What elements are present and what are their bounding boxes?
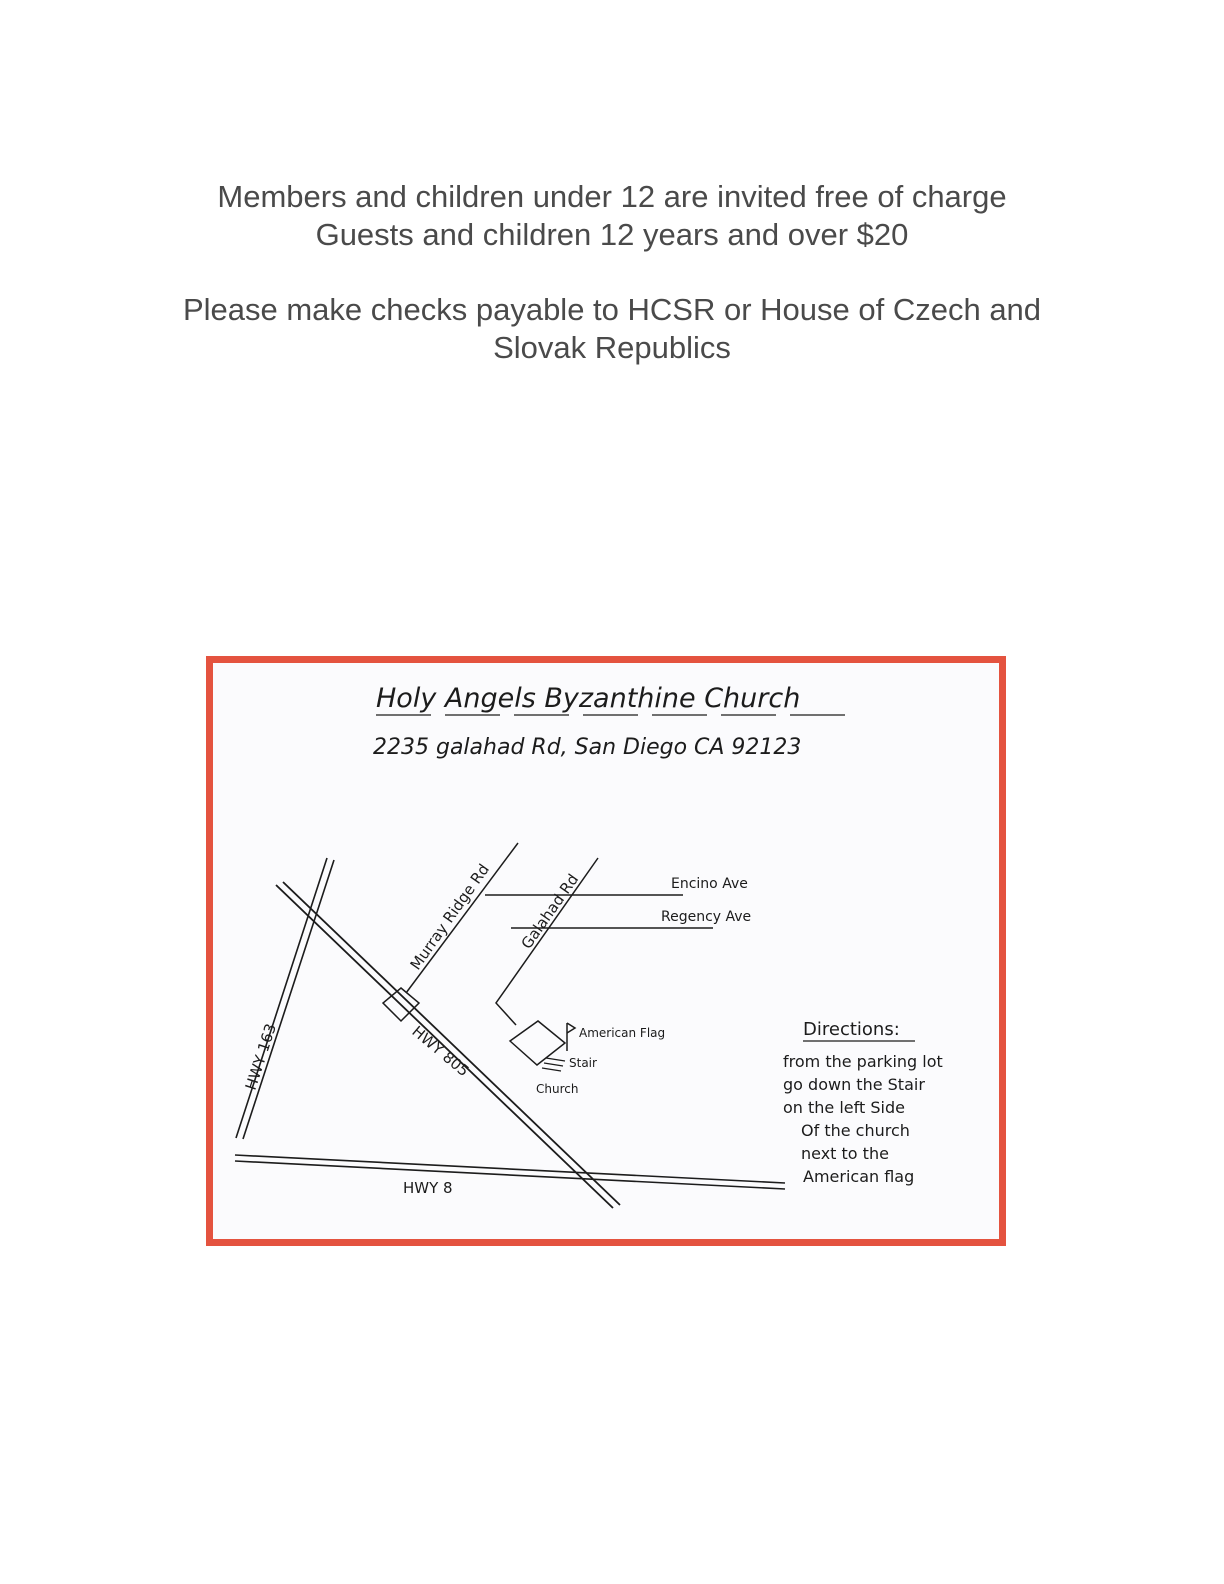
directions-line-6: American flag: [803, 1167, 915, 1186]
hwy-163-road: [236, 858, 327, 1138]
murray-ridge-label: Murray Ridge Rd: [406, 860, 493, 974]
american-flag-label: American Flag: [579, 1026, 666, 1040]
hwy-8-label: HWY 8: [403, 1179, 453, 1197]
pricing-members-line: Members and children under 12 are invited free of charge: [217, 179, 1007, 214]
regency-ave-label: Regency Ave: [661, 909, 752, 925]
directions-line-3: on the left Side: [783, 1098, 905, 1117]
hwy-163-label: HWY 163: [241, 1021, 281, 1093]
notice-text: [0, 178, 1224, 367]
payment-instructions: Please make checks payable to HCSR or House of Czech and Slovak Republics: [182, 292, 1042, 365]
church-building-icon: [510, 1021, 565, 1065]
hand-drawn-map: [206, 656, 1006, 1246]
directions-line-5: next to the: [801, 1144, 889, 1163]
stair-icon: [542, 1058, 565, 1071]
stair-label: Stair: [569, 1056, 597, 1070]
map-title: Holy Angels Byzanthine Church: [376, 683, 801, 714]
church-label: Church: [536, 1082, 579, 1096]
galahad-label: Galahad Rd: [517, 870, 583, 953]
flag-icon: [567, 1023, 575, 1051]
hwy-8-road: [235, 1155, 785, 1183]
map-drawing: [213, 663, 999, 1239]
encino-ave-label: Encino Ave: [671, 876, 748, 892]
directions-heading: Directions:: [803, 1019, 900, 1040]
map-address: 2235 galahad Rd, San Diego CA 92123: [373, 735, 802, 760]
directions-line-4: Of the church: [801, 1121, 910, 1140]
pricing-guests-line: Guests and children 12 years and over $20: [315, 217, 909, 252]
directions-line-2: go down the Stair: [783, 1075, 925, 1094]
directions-line-1: from the parking lot: [783, 1052, 943, 1071]
galahad-road: [496, 858, 598, 1025]
hwy-805-label: HWY 805: [408, 1022, 473, 1081]
